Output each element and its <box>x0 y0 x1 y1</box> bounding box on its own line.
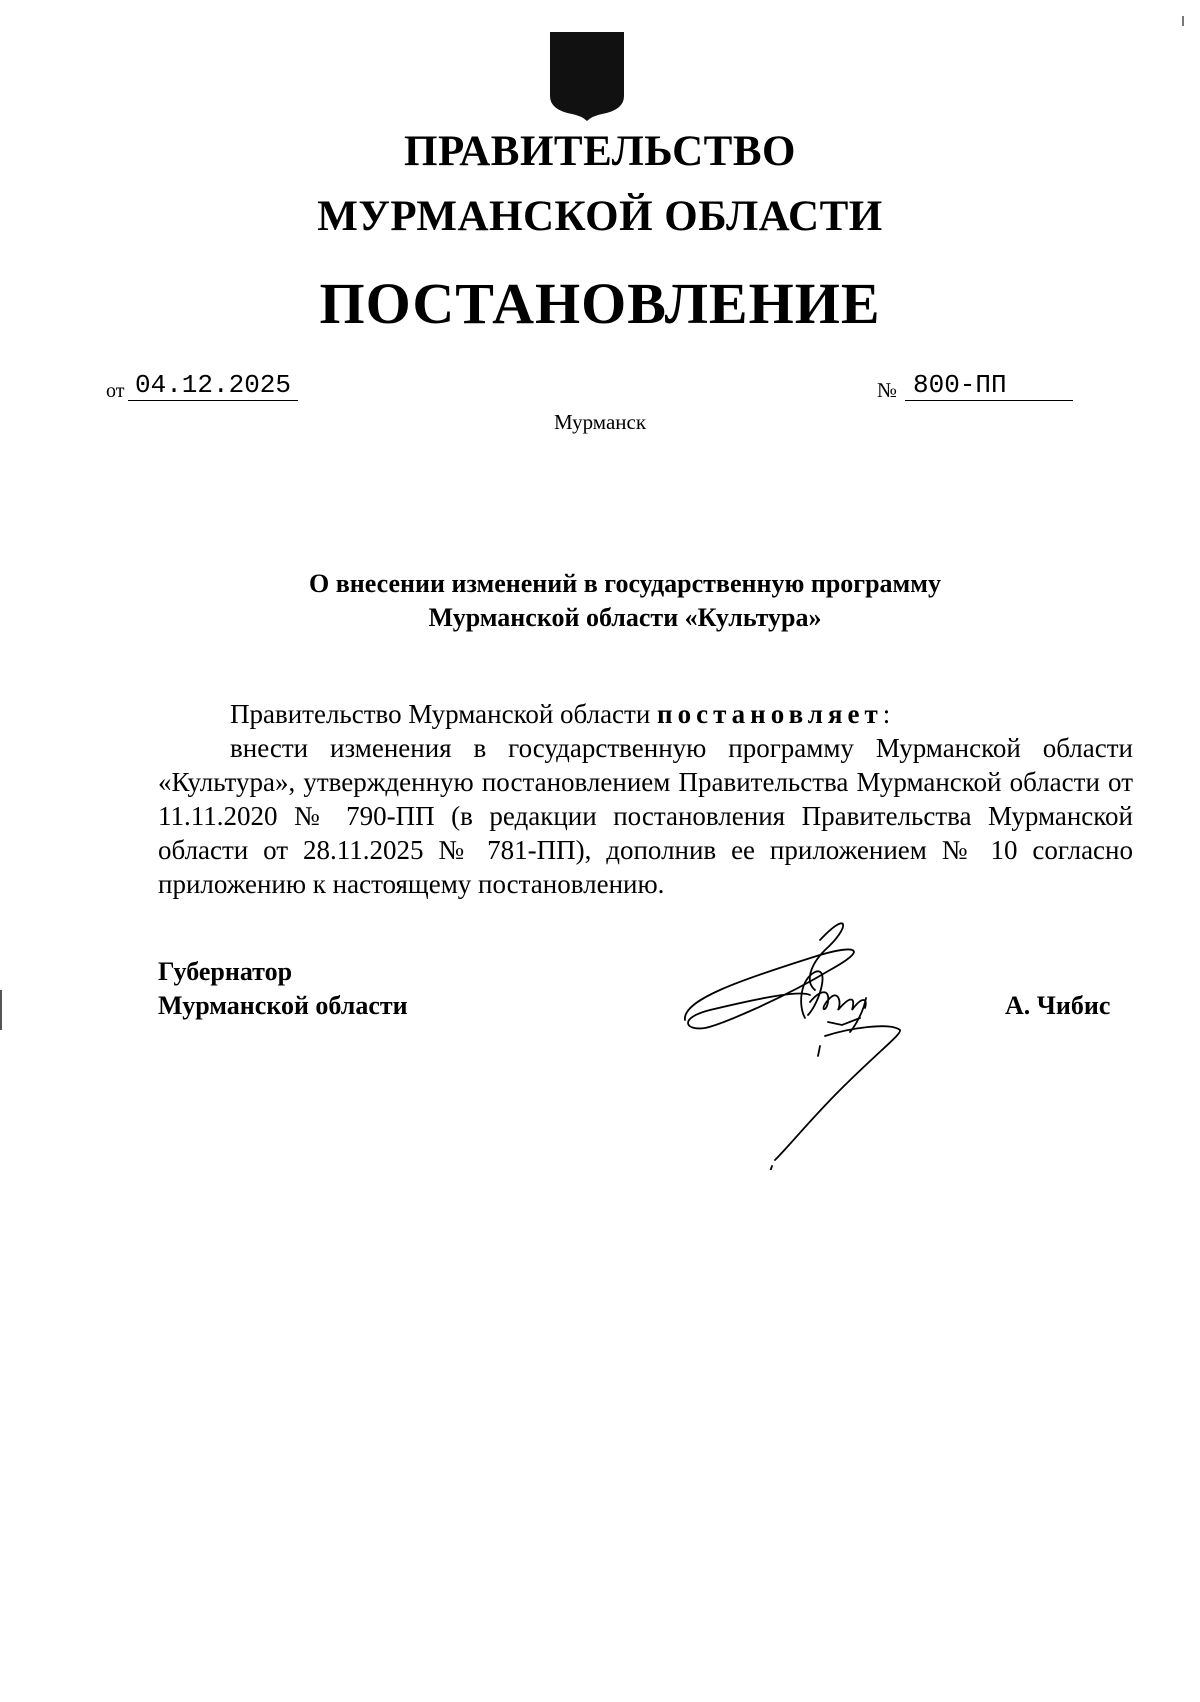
preamble-text: Правительство Мурманской области <box>230 699 658 729</box>
decision-paragraph: внести изменения в государственную программу Мурманской области «Культура», утвержденную постановлением Правительства Мурманской области от 11.11.2020 № 790-ПП (в редакции постановления Правительства Мурманской области от 28.11.2025 № 781-ПП), дополнив ее приложением № 10 согласно приложению к настоящему постановлению. <box>158 733 1133 899</box>
subject-line2: Мурманской области «Культура» <box>428 603 822 632</box>
scan-edge-mark <box>0 990 2 1030</box>
signatory-title-line1: Губернатор <box>158 957 293 986</box>
date-prefix: от <box>106 380 125 402</box>
city-name: Мурманск <box>553 410 647 434</box>
preamble-colon: : <box>882 699 891 729</box>
subject-line1: О внесении изменений в государственную программу <box>309 569 941 598</box>
signatory-name: А. Чибис <box>1005 991 1111 1020</box>
org-name-line2: МУРМАНСКОЙ ОБЛАСТИ <box>317 193 883 240</box>
signatory-title-line2: Мурманской области <box>158 991 408 1020</box>
number-sign: № <box>877 378 898 402</box>
handwritten-signature-icon <box>680 910 950 1170</box>
scan-edge-mark <box>1182 16 1184 26</box>
document-date: 04.12.2025 <box>128 370 298 401</box>
resolves-word: постановляет <box>657 699 883 729</box>
org-name-line1: ПРАВИТЕЛЬСТВО <box>404 128 796 175</box>
preamble-paragraph <box>230 697 890 731</box>
document-number: 800-ПП <box>905 370 1073 401</box>
coat-of-arms-icon <box>548 30 626 122</box>
document-type-title: ПОСТАНОВЛЕНИЕ <box>319 271 881 336</box>
